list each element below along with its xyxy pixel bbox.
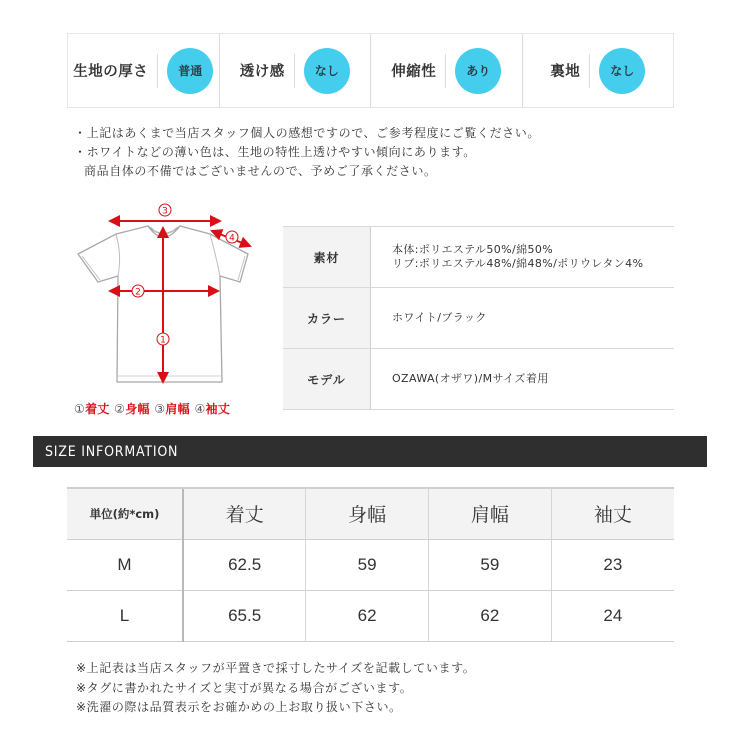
header-sleeve-length: 袖丈 <box>551 488 674 539</box>
note-line: ※洗濯の際は品質表示をお確かめの上お取り扱い下さい。 <box>76 700 402 714</box>
spec-row-material <box>283 227 674 288</box>
attribute-label: 透け感 <box>239 64 285 80</box>
attribute-value-badge: 普通 <box>167 48 213 94</box>
size-label: L <box>67 590 183 641</box>
svg-text:1: 1 <box>160 335 166 346</box>
table-row <box>67 539 674 590</box>
attribute-label: 伸縮性 <box>391 64 437 80</box>
tshirt-outline-icon <box>70 196 270 401</box>
divider <box>157 54 158 88</box>
spec-label: カラー <box>283 288 371 348</box>
attribute-stretch <box>371 34 523 107</box>
spec-value-line: ホワイト/ブラック <box>392 311 487 324</box>
size-table <box>67 487 674 642</box>
legend-number: ④ <box>194 402 206 416</box>
spec-label: モデル <box>283 349 371 409</box>
spec-value-line: 本体:ポリエステル50%/綿50% <box>392 243 554 256</box>
spec-label: 素材 <box>283 227 371 287</box>
spec-value-line: リブ:ポリエステル48%/綿48%/ポリウレタン4% <box>392 257 644 270</box>
unit-header: 単位(約*cm) <box>67 488 183 539</box>
svg-text:4: 4 <box>229 233 235 244</box>
size-label: M <box>67 539 183 590</box>
cell-length: 65.5 <box>183 590 306 641</box>
legend-label-length: 着丈 <box>85 402 110 416</box>
diagram-legend <box>74 400 230 417</box>
cell-body-width: 62 <box>306 590 429 641</box>
header-length: 着丈 <box>183 488 306 539</box>
attribute-sheerness <box>220 34 372 107</box>
attribute-value-badge: あり <box>455 48 501 94</box>
size-table-header-row <box>67 488 674 539</box>
divider <box>294 54 295 88</box>
svg-text:3: 3 <box>162 206 168 217</box>
attribute-thickness <box>68 34 220 107</box>
impression-notes <box>74 124 540 181</box>
legend-label-width: 身幅 <box>125 402 150 416</box>
header-shoulder-width: 肩幅 <box>429 488 552 539</box>
spec-value <box>371 288 674 348</box>
spec-value-line: OZAWA(オザワ)/Mサイズ着用 <box>392 372 549 385</box>
legend-label-shoulder: 肩幅 <box>165 402 190 416</box>
spec-row-model <box>283 349 674 410</box>
cell-shoulder-width: 62 <box>429 590 552 641</box>
attribute-value-badge: なし <box>304 48 350 94</box>
cell-length: 62.5 <box>183 539 306 590</box>
spec-value <box>371 349 674 409</box>
note-line: 商品自体の不備ではございませんので、予めご了承ください。 <box>84 164 437 178</box>
size-information-header: SIZE INFORMATION <box>33 436 707 467</box>
cell-sleeve-length: 24 <box>551 590 674 641</box>
svg-text:2: 2 <box>135 287 141 298</box>
legend-number: ① <box>74 402 86 416</box>
product-spec-table <box>283 226 674 410</box>
table-row <box>67 590 674 641</box>
divider <box>589 54 590 88</box>
note-line: ・上記はあくまで当店スタッフ個人の感想ですので、ご参考程度にご覧ください。 <box>74 126 540 140</box>
legend-number: ② <box>114 402 126 416</box>
fabric-attribute-bar <box>67 33 674 108</box>
header-body-width: 身幅 <box>306 488 429 539</box>
spec-value <box>371 227 674 287</box>
note-line: ※上記表は当店スタッフが平置きで採寸したサイズを記載しています。 <box>76 661 476 675</box>
note-line: ※タグに書かれたサイズと実寸が異なる場合がございます。 <box>76 680 413 695</box>
cell-sleeve-length: 23 <box>551 539 674 590</box>
tshirt-measurement-diagram <box>70 196 270 421</box>
note-line: ・ホワイトなどの薄い色は、生地の特性上透けやすい傾向にあります。 <box>74 145 476 159</box>
attribute-label: 裏地 <box>550 64 581 80</box>
legend-number: ③ <box>154 402 166 416</box>
legend-label-sleeve: 袖丈 <box>205 402 231 416</box>
attribute-lining <box>523 34 674 107</box>
size-notes <box>76 659 475 718</box>
attribute-value-badge: なし <box>599 48 645 94</box>
cell-shoulder-width: 59 <box>429 539 552 590</box>
cell-body-width: 59 <box>306 539 429 590</box>
divider <box>445 54 446 88</box>
spec-row-color <box>283 288 674 349</box>
attribute-label: 生地の厚さ <box>73 64 149 80</box>
